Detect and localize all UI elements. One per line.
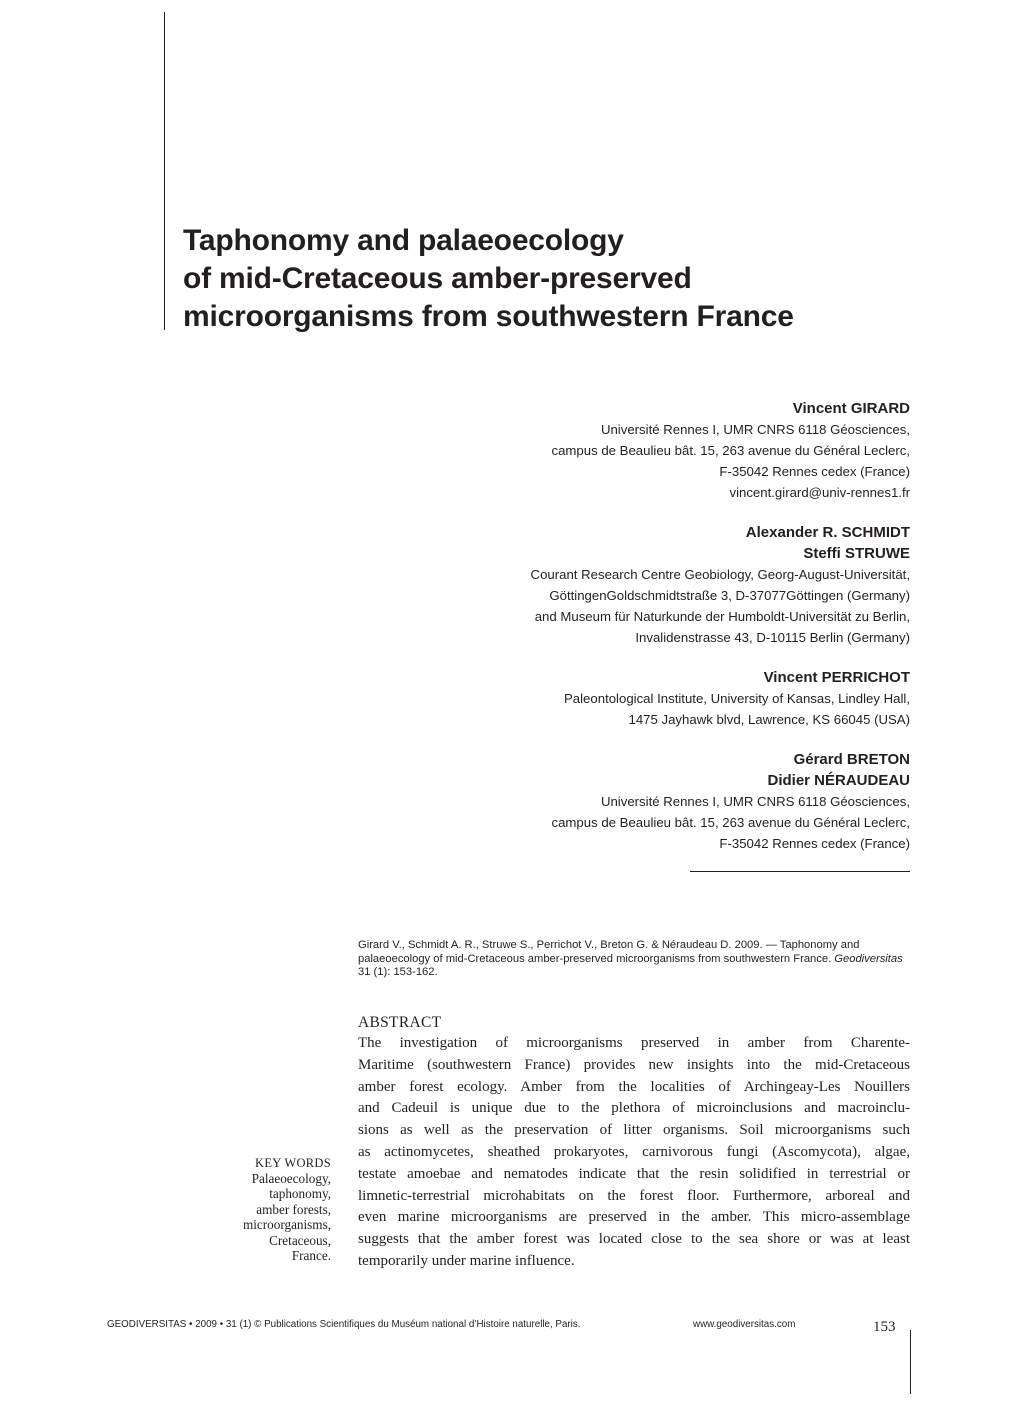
affiliation-line: Invalidenstrasse 43, D-10115 Berlin (Germany)	[635, 630, 910, 645]
abstract-heading: ABSTRACT	[358, 1014, 442, 1031]
abstract-line: limnetic-terrestrial microhabitats on the forest floor. Furthermore, arboreal and	[358, 1187, 910, 1204]
affiliation-line: Courant Research Centre Geobiology, Georg-August-Universität,	[530, 567, 910, 582]
keyword: microorganisms,	[242, 1217, 331, 1233]
author-name: Didier NÉRAUDEAU	[767, 772, 910, 789]
author-name: Vincent GIRARD	[792, 400, 910, 417]
affiliation-line: Université Rennes I, UMR CNRS 6118 Géosciences,	[600, 422, 910, 437]
citation-text: Girard V., Schmidt A. R., Struwe S., Perrichot V., Breton G. & Néraudeau D. 2009. — Taphonomy and palaeoecology of mid-Cretaceous amber-preserved microorganisms from southwestern France.	[358, 939, 860, 965]
citation	[358, 939, 914, 980]
affiliation-line: campus de Beaulieu bât. 15, 263 avenue du Général Leclerc,	[551, 443, 910, 458]
affiliation-line: and Museum für Naturkunde der Humboldt-Universität zu Berlin,	[534, 609, 910, 624]
title-line-2: of mid-Cretaceous amber-preserved	[183, 262, 692, 295]
title-line-1: Taphonomy and palaeoecology	[183, 224, 624, 257]
page-footer	[107, 1318, 827, 1331]
keyword: taphonomy,	[269, 1186, 331, 1202]
keyword: amber forests,	[256, 1201, 331, 1217]
author-email[interactable]: vincent.girard@univ-rennes1.fr	[729, 485, 910, 500]
page-number: 153	[873, 1319, 896, 1335]
abstract-line: amber forest ecology. Amber from the localities of Archingeay-Les Nouillers	[358, 1078, 910, 1095]
abstract-line: testate amoebae and nematodes indicate that the resin solidified in terrestrial or	[358, 1165, 910, 1182]
author-name: Alexander R. SCHMIDT	[745, 524, 910, 541]
keyword: Cretaceous,	[269, 1232, 331, 1248]
abstract-body	[358, 1033, 910, 1273]
author-group-4	[390, 749, 910, 854]
author-group-2	[390, 522, 910, 648]
footer-url[interactable]: www.geodiversitas.com	[693, 1319, 796, 1330]
footer-text: GEODIVERSITAS • 2009 • 31 (1) © Publications Scientifiques du Muséum national d’Histoire naturelle, Paris.	[107, 1319, 581, 1330]
affiliation-line: F-35042 Rennes cedex (France)	[719, 464, 910, 479]
abstract-line: The investigation of microorganisms preserved in amber from Charente-	[358, 1035, 910, 1051]
abstract-line: suggests that the amber forest was located close to the sea shore or was at least	[358, 1231, 910, 1248]
affiliation-line: Paleontological Institute, University of Kansas, Lindley Hall,	[564, 691, 910, 706]
affiliation-line: 1475 Jayhawk blvd, Lawrence, KS 66045 (USA)	[628, 712, 910, 727]
author-name: Steffi STRUWE	[803, 545, 910, 562]
keyword: Palaeoecology,	[251, 1171, 331, 1186]
author-block	[390, 398, 910, 873]
author-name: Gérard BRETON	[793, 751, 910, 768]
affiliation-line: GöttingenGoldschmidtstraße 3, D-37077Göttingen (Germany)	[549, 588, 910, 603]
abstract-line: even marine microorganisms are preserved in the amber. This micro-assemblage	[358, 1209, 910, 1226]
keyword: France.	[291, 1248, 331, 1264]
author-name: Vincent PERRICHOT	[763, 669, 910, 686]
citation-volume: 31 (1): 153-162.	[358, 966, 438, 979]
affiliation-line: Université Rennes I, UMR CNRS 6118 Géosciences,	[600, 794, 910, 809]
affiliation-line: campus de Beaulieu bât. 15, 263 avenue du Général Leclerc,	[551, 815, 910, 830]
abstract-line: Maritime (southwestern France) provides new insights into the mid-Cretaceous	[358, 1056, 910, 1073]
abstract-line: and Cadeuil is unique due to the plethora of microinclusions and macroinclu-	[358, 1100, 910, 1117]
keywords	[171, 1156, 331, 1263]
abstract-line: sions as well as the preservation of litter organisms. Soil microorganisms such	[358, 1122, 910, 1139]
title-rule	[164, 12, 165, 330]
article-title	[183, 222, 903, 336]
title-line-3: microorganisms from southwestern France	[183, 300, 794, 333]
keywords-heading: KEY WORDS	[255, 1156, 331, 1170]
abstract-line: as actinomycetes, sheathed prokaryotes, carnivorous fungi (Ascomycota), algae,	[358, 1143, 910, 1160]
abstract	[358, 1012, 910, 1273]
page-number-rule	[910, 1330, 911, 1394]
author-group-3	[390, 667, 910, 730]
affiliation-line: F-35042 Rennes cedex (France)	[719, 836, 910, 851]
author-separator	[690, 871, 910, 872]
author-group-1	[390, 398, 910, 503]
citation-journal: Geodiversitas	[834, 952, 903, 965]
abstract-line: temporarily under marine influence.	[358, 1252, 575, 1269]
